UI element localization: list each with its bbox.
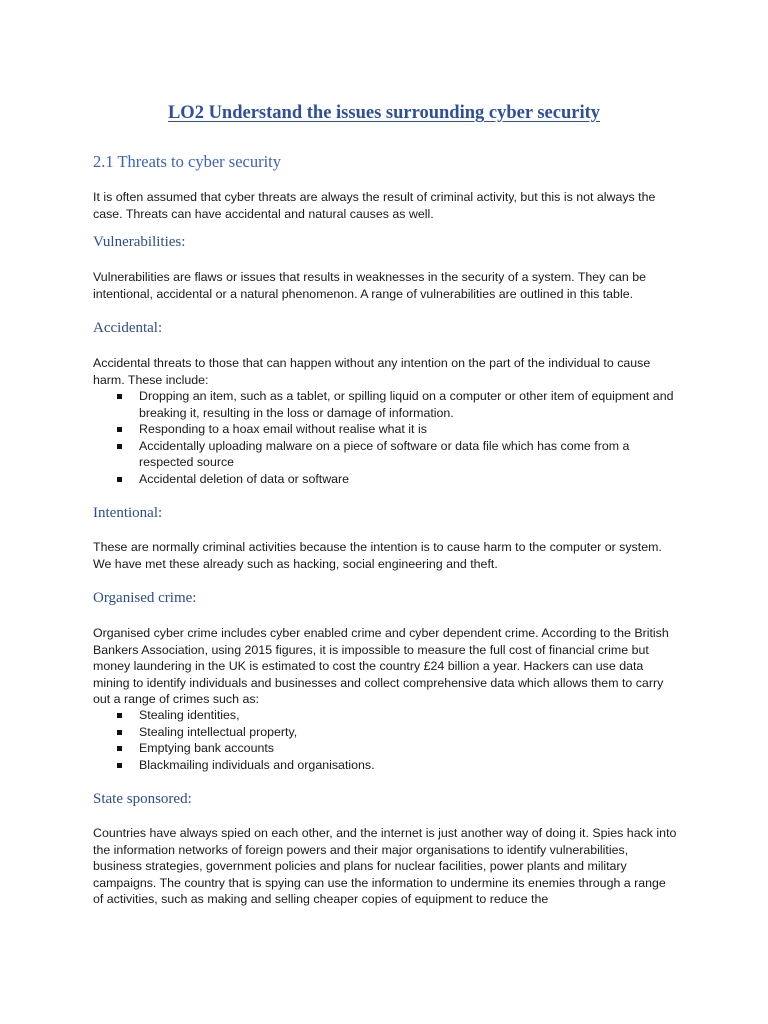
intro-paragraph: It is often assumed that cyber threats are always the result of criminal activity, but this is not always the case. Threats can have accidental and natural causes as well. — [93, 190, 656, 221]
vulnerabilities-paragraph: Vulnerabilities are flaws or issues that results in weaknesses in the security of a system. They can be intentional, accidental or a natural phenomenon. A range of vulnerabilities are outlined in this table. — [93, 270, 647, 301]
organised-crime-bullet-list — [93, 707, 678, 773]
list-item-text: Responding to a hoax email without realise what it is — [139, 422, 427, 437]
list-item — [93, 388, 678, 421]
document-title: LO2 Understand the issues surrounding cyber security — [167, 103, 601, 123]
state-sponsored-heading: State sponsored: — [93, 791, 192, 807]
list-item — [93, 724, 678, 741]
list-item-text: Accidental deletion of data or software — [139, 471, 350, 486]
bullet-icon — [117, 713, 122, 718]
bullet-icon — [117, 477, 122, 482]
list-item-text: Accidentally uploading malware on a piece of software or data file which has come from a respected source — [139, 438, 630, 470]
list-item-text: Stealing identities, — [139, 708, 240, 722]
organised-crime-paragraph: Organised cyber crime includes cyber enabled crime and cyber dependent crime. According to the British Bankers Association, using 2015 figures, it is impossible to measure the full cost of financial crime but money laundering in the UK is estimated to cost the country £24 billion a year. Hackers can use data mining to identify individuals and businesses and collect comprehensive data which allows them to carry out a range of crimes such as: — [93, 626, 669, 707]
bullet-icon — [117, 427, 122, 432]
bullet-icon — [117, 444, 122, 449]
list-item — [93, 740, 678, 757]
accidental-bullet-list — [93, 388, 678, 488]
list-item — [93, 707, 678, 724]
list-item-text: Dropping an item, such as a tablet, or spilling liquid on a computer or other item of equipment and breaking it, resulting in the loss or damage of information. — [139, 389, 674, 420]
list-item — [93, 438, 678, 471]
state-sponsored-paragraph: Countries have always spied on each other, and the internet is just another way of doing it. Spies hack into the information networks of foreign powers and their major organisations to identify vulnerabilities, business strategies, government policies and plans for nuclear facilities, power plants and military campaigns. The country that is spying can use the information to undermine its enemies through a range of activities, such as making and selling cheaper copies of equipment to reduce the — [93, 826, 677, 907]
accidental-paragraph: Accidental threats to those that can happen without any intention on the part of the individual to cause harm. These include: — [93, 356, 651, 387]
bullet-icon — [117, 763, 122, 768]
organised-crime-heading: Organised crime: — [93, 590, 197, 606]
list-item — [93, 471, 678, 488]
bullet-icon — [117, 746, 122, 751]
list-item-text: Stealing intellectual property, — [139, 724, 298, 739]
accidental-heading: Accidental: — [93, 320, 163, 336]
list-item-text: Blackmailing individuals and organisations. — [139, 757, 375, 772]
bullet-icon — [117, 730, 122, 735]
intentional-heading: Intentional: — [93, 505, 163, 521]
list-item-text: Emptying bank accounts — [139, 741, 274, 756]
intentional-paragraph: These are normally criminal activities because the intention is to cause harm to the computer or system. We have met these already such as hacking, social engineering and theft. — [93, 540, 662, 571]
section-heading: 2.1 Threats to cyber security — [93, 152, 282, 171]
list-item — [93, 421, 678, 438]
bullet-icon — [117, 394, 122, 399]
vulnerabilities-heading: Vulnerabilities: — [93, 234, 186, 250]
list-item — [93, 757, 678, 774]
